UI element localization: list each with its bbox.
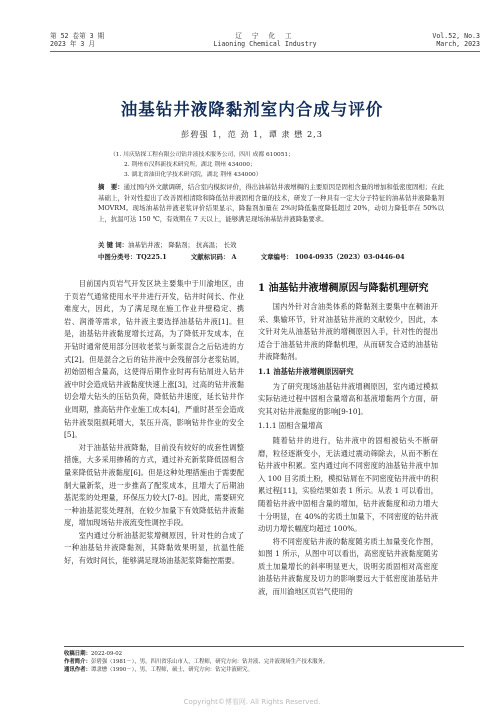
paragraph: 室内通过分析油基泥浆增稠原因，针对性的合成了一种油基钻井液降黏剂，其降黏效果明显，抗温性能好，有效时间长，能够满足现场油基泥浆降黏控需要。 <box>64 530 244 566</box>
paragraph: 随着钻井的进行，钻井液中的固相被钻头不断研磨，粒径逐渐变小，无法通过震动筛除去，从而不断在钻井液中积累。室内通过向不同密度的油基钻井液中加入 100 目劣质土粉，模拟钻屑在不同密度钻井液中的积累过程[11]，实验结果如表 1 所示。从表 1 可以看出，随着钻井液中固相含量的增加，钻井液黏度和动力增大十分明显，在 40%的劣质土加量下，不同密度的钻井液动切力增长幅度均超过 100%。 <box>258 435 438 534</box>
abstract <box>98 182 444 224</box>
affiliations <box>110 150 414 181</box>
copyright-watermark: Copyright©博看网. All Rights Reserved. <box>183 698 321 706</box>
journal-name <box>50 32 480 48</box>
footnote-author <box>64 658 464 666</box>
subsubsection-heading: 1.1.1 固相含量增高 <box>258 421 323 431</box>
footnote-text: 谭隶懋（1990－），男，工程师，硕士，研究方向：钻完井液研究。 <box>90 667 253 673</box>
footnote-label: 通讯作者： <box>64 667 91 673</box>
right-column <box>258 278 438 599</box>
abstract-text: 通过国内外文献调研，结合室内模拟评价，得出油基钻井液增稠的主要原因是固相含量的增加和低密度固相；在此基础上，针对性提出了改善固相清除和降低钻井液固相含量的技术，研发了一种具有一定大分子特征的油基钻井液降黏剂 MOVRM。现场油基钻井液老浆评价结果显示，降黏剂加量在 2%时降低黏度降低超过 20%，动切力降低率在 50%以上，抗温可达 150 ℃，有效期在 7 天以上，能够满足现场油基钻井液降黏要求。 <box>98 183 445 223</box>
keywords-text: 油基钻井液； 降黏剂； 抗高温； 长效 <box>128 241 237 249</box>
header-rule <box>50 51 480 52</box>
paragraph: 目前国内页岩气开发区块主要集中于川渝地区，由于页岩气通常使用水平井进行开发，钻井时间长、作业难度大，因此，为了满足现在施工作业井壁稳定、携岩、润滑等需求，钻井液主要选择油基钻井液[1]。但是，油基钻井液黏度增长过高，为了降低开发成本，在开钻时通常使用部分回收老浆与新浆混合之后钻进的方式[2]。但是混合之后的钻井液中会残留部分老浆钻屑，初始固相含量高，这使得后期作业时再有钻屑进入钻井液中时会造成钻井液黏度快速上涨[3]，过高的钻井液黏切会增大钻头的压钻负荷，降低钻井速度，延长钻井作业周期，推高钻井作业施工成本[4]，严重时甚至会造成钻井液泵阻损耗增大，泵压升高，影响钻井作业的安全[5]。 <box>64 279 244 440</box>
document-code: 文献标识码： A <box>190 253 237 261</box>
date-en: March, 2023 <box>436 40 480 48</box>
section-heading: 1 油基钻井液增稠原因与降黏机理研究 <box>258 283 429 294</box>
journal-name-cn: 辽 宁 化 工 <box>235 32 295 40</box>
footnote-received <box>64 650 464 658</box>
article-number: 文章编号： 1004-0935（2023）03-0446-04 <box>260 253 405 261</box>
footnote-label: 收稿日期： <box>64 651 91 657</box>
paragraph: 为了研究现场油基钻井液增稠原因，室内通过模拟实际钻进过程中固相含量增高和基液增黏两个方面，研究其对钻井液黏度的影响[9-10]。 <box>258 381 438 416</box>
volume-info: 第 52 卷第 3 期 2023 年 3 月 <box>50 32 105 48</box>
affiliation-3: 3. 湖北省油田化学技术研究院，湖北 荆州 434000） <box>124 172 262 179</box>
footnote-label: 作者简介： <box>64 659 91 665</box>
subsection-heading: 1.1 油基钻井液增稠原因研究 <box>258 366 354 376</box>
vol-en: Vol.52, No.3 <box>432 32 480 40</box>
keywords <box>98 240 444 249</box>
footnote <box>64 646 464 674</box>
paragraph: 国内外针对含油类体系的降黏剂主要集中在稠油开采、集输环节，针对油基钻井液的文献较少，因此，本文针对先从油基钻井液的增稠原因入手，针对性的提出适合于油基钻井液的降黏机理，从而研发合适的油基钻井液降黏剂。 <box>258 302 438 362</box>
clc-number: 中图分类号：TQ225.1 <box>98 253 167 261</box>
authors: 彭碧强 1，范 劲 1，谭 隶 懋 2,3 <box>181 129 323 139</box>
paragraph: 将不同密度钻井液的黏度随劣质土加量变化作图，如图 1 所示，从图中可以看出，高密度钻井液黏度随劣质土加量增长的斜率明显更大，说明劣质固相对高密度油基钻井液黏度及切力的影响要远大于低密度油基钻井液，而川渝地区页岩气使用的 <box>258 536 438 597</box>
affiliation-1: （1. 川庆钻探工程有限公司钻井液技术服务公司，四川 成都 610051； <box>110 152 294 158</box>
footnote-text: 2022-09-02 <box>90 651 123 657</box>
affiliation-2: 2. 荆州市汉科新技术研究所，湖北 荆州 434000； <box>124 162 256 169</box>
paper-title: 油基钻井液降黏剂室内合成与评价 <box>120 100 384 119</box>
abstract-label: 摘 要： <box>98 183 124 191</box>
journal-name-en: Liaoning Chemical Industry <box>213 40 317 48</box>
volume-info-en <box>432 32 480 48</box>
classification <box>98 252 444 261</box>
paragraph: 对于油基钻井液降黏，目前没有较好的成套性调整措施，大多采用掺稀的方式，通过补充新浆降低固相含量来降低钻井液黏度[6]。但是这种处理措施由于需要配制大量新浆，进一步推高了配浆成本，且增大了后期油基泥浆的处理量，环保压力较大[7-8]。因此，需要研究一种油基泥浆处理剂，在较少加量下有效降低钻井液黏度，增加现场钻井液流变性调控手段。 <box>64 442 244 528</box>
left-column <box>64 278 244 568</box>
footnote-text: 彭碧强（1981－），男，四川省乐山市人，工程师，研究方向：钻井液、完井液现场生产技术服务。 <box>90 659 329 665</box>
footnote-corresponding <box>64 666 464 674</box>
keywords-label: 关 键 词： <box>98 241 129 249</box>
